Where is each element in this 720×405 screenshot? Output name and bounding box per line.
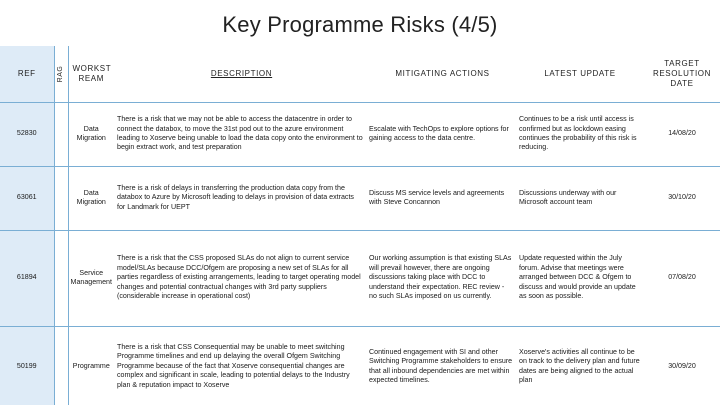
row-rag <box>54 102 68 166</box>
row-description: There is a risk that CSS Consequential may be unable to meet switching Programme timelines and end up delaying the overall Ofgem Switching Programme because of the fact that Xoserve consequential changes are complex and significant in scale, leading to potential delays to the Industry plan & reputation impact to Xoserve <box>114 326 366 405</box>
row-workstream: Data Migration <box>68 102 114 166</box>
header-latest-update: LATEST UPDATE <box>516 46 644 102</box>
table-row <box>0 326 720 405</box>
row-mitigating-actions: Our working assumption is that existing SLAs will prevail however, there are ongoing discussions taking place with DCC to understand their expectation. REC review - no such SLAs imposed on us currently. <box>366 230 516 326</box>
table-header-row <box>0 46 720 102</box>
row-latest-update: Discussions underway with our Microsoft account team <box>516 166 644 230</box>
row-mitigating-actions: Escalate with TechOps to explore options for gaining access to the data centre. <box>366 102 516 166</box>
table-row <box>0 102 720 166</box>
row-workstream: Data Migration <box>68 166 114 230</box>
row-target-date: 14/08/20 <box>644 102 720 166</box>
row-workstream: Service Management <box>68 230 114 326</box>
row-latest-update: Update requested within the July forum. Advise that meetings were arranged between DCC & Ofgem to discuss and would provide an update as soon as possible. <box>516 230 644 326</box>
table-row <box>0 166 720 230</box>
header-description <box>114 46 366 102</box>
row-target-date: 30/10/20 <box>644 166 720 230</box>
page-title: Key Programme Risks (4/5) <box>222 12 498 37</box>
header-description-label: DESCRIPTION <box>210 68 273 78</box>
row-ref: 63061 <box>0 166 54 230</box>
header-workstream: WORKST REAM <box>68 46 114 102</box>
row-mitigating-actions: Continued engagement with SI and other Switching Programme stakeholders to ensure that all inbound dependencies are met within expected timelines. <box>366 326 516 405</box>
header-target-date: TARGET RESOLUTION DATE <box>644 46 720 102</box>
row-rag <box>54 166 68 230</box>
row-latest-update: Continues to be a risk until access is confirmed but as lockdown easing continues the probability of this risk is reducing. <box>516 102 644 166</box>
row-target-date: 30/09/20 <box>644 326 720 405</box>
row-ref: 52830 <box>0 102 54 166</box>
row-description: There is a risk of delays in transferring the production data copy from the databox to Azure by Microsoft leading to delays in provision of data extracts for Landmark for UEPT <box>114 166 366 230</box>
row-rag <box>54 230 68 326</box>
row-description: There is a risk that the CSS proposed SLAs do not align to current service model/SLAs because DCC/Ofgem are proposing a new set of SLAs for all parties regardless of existing arrangements, leading to target operating model changes and potential contractual changes with 3rd party suppliers (considerable increase in operational cost) <box>114 230 366 326</box>
header-ref: REF <box>0 46 54 102</box>
row-mitigating-actions: Discuss MS service levels and agreements with Steve Concannon <box>366 166 516 230</box>
risk-table <box>0 46 720 405</box>
header-rag-label: RAG <box>57 65 64 83</box>
row-target-date: 07/08/20 <box>644 230 720 326</box>
header-rag <box>54 46 68 102</box>
row-workstream: Programme <box>68 326 114 405</box>
table-row <box>0 230 720 326</box>
header-mitigating-actions: MITIGATING ACTIONS <box>366 46 516 102</box>
row-ref: 61894 <box>0 230 54 326</box>
row-description: There is a risk that we may not be able to access the datacentre in order to connect the databox, to move the 31st pod out to the azure environment leading to Xoserve being unable to load the data copy onto the environment to begin extract work, and test preparation <box>114 102 366 166</box>
row-ref: 50199 <box>0 326 54 405</box>
row-latest-update: Xoserve's activities all continue to be on track to the delivery plan and future dates are being aligned to the actual plan <box>516 326 644 405</box>
row-rag <box>54 326 68 405</box>
